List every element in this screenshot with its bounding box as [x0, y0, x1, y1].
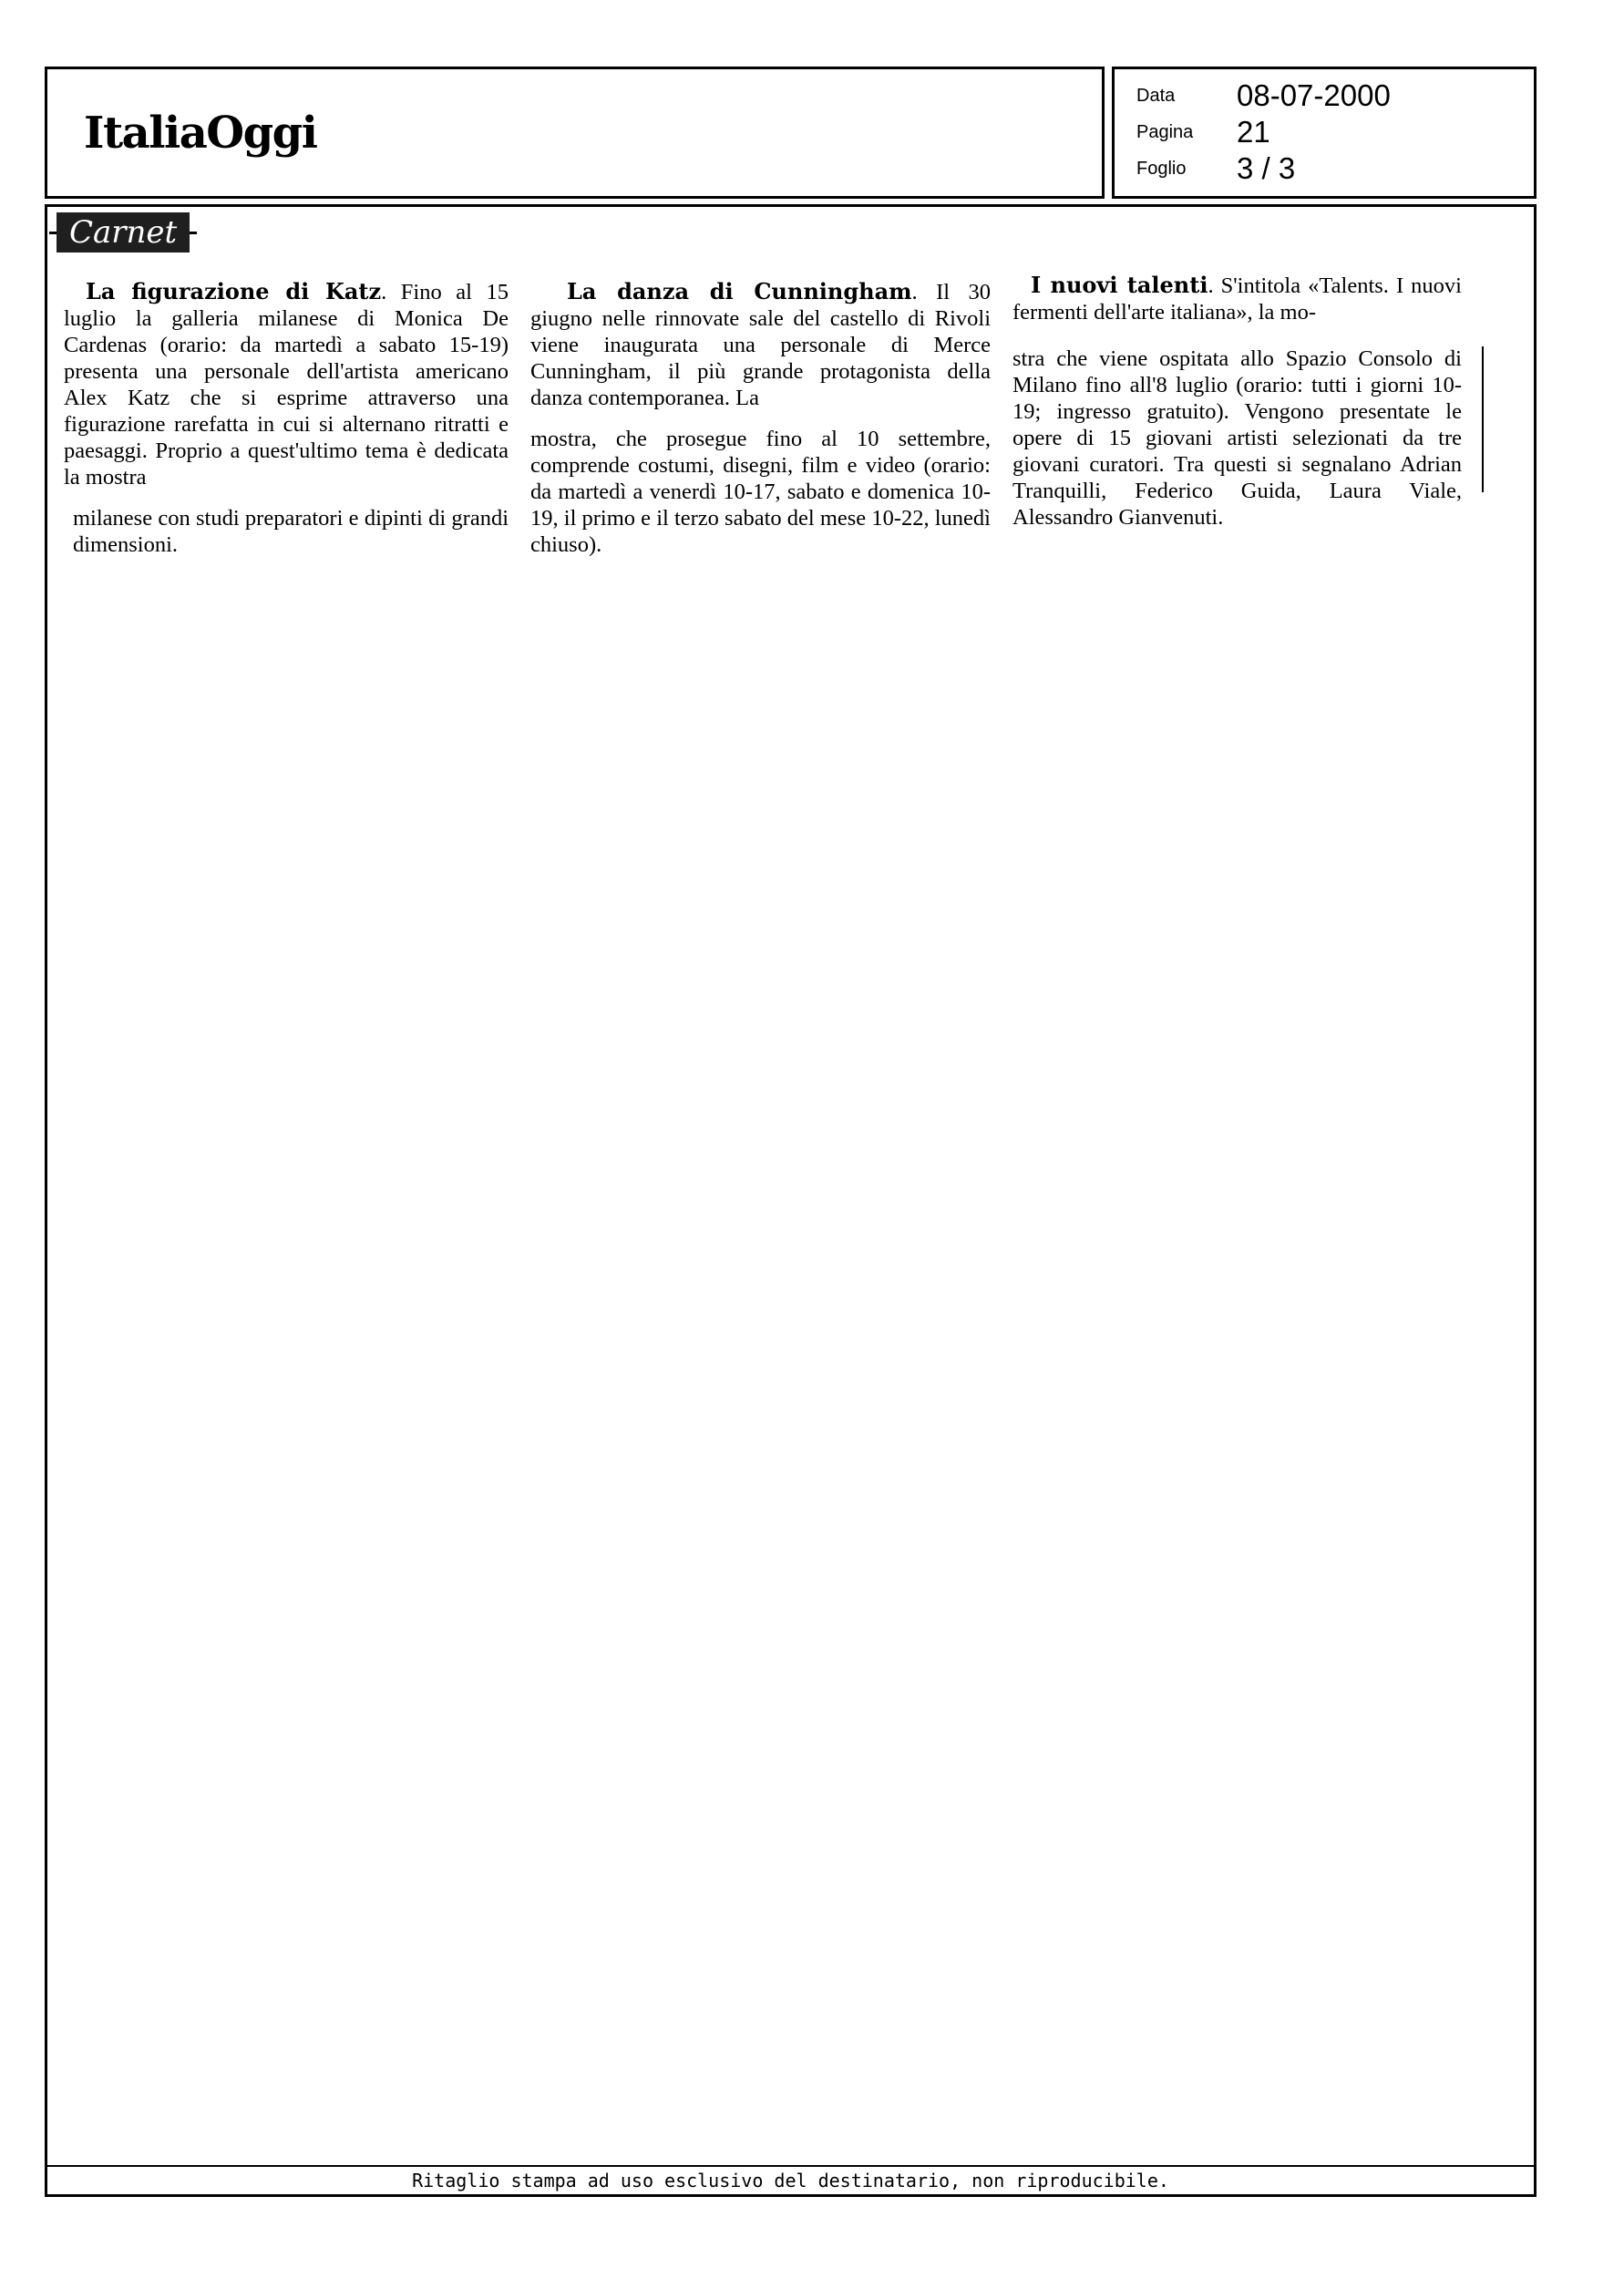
footer-notice: Ritaglio stampa ad uso esclusivo del destinatario, non riproducibile. — [412, 2170, 1169, 2191]
footer-rule — [47, 2165, 1534, 2167]
column-edge-rule — [1482, 346, 1484, 492]
section-rule-right — [190, 232, 197, 234]
info-box — [1112, 67, 1537, 199]
section-header — [49, 211, 197, 253]
info-row-date — [1136, 78, 1391, 113]
article-paragraph — [1012, 272, 1462, 325]
section-rule-left — [49, 232, 57, 234]
date-label: Data — [1136, 85, 1176, 106]
page-value: 21 — [1237, 115, 1270, 149]
article-text: . S'intitola «Talents. I nuovi fermenti dell'arte italiana», la mo- — [1012, 273, 1462, 325]
article-paragraph — [1012, 345, 1462, 531]
article-text: milanese con studi preparatori e dipinti di grandi dimensioni. — [73, 506, 509, 557]
article-text: . Fino al 15 luglio la galleria milanese di Monica De Cardenas (orario: da martedì a sabato 15-19) presenta una personale dell'artista americano Alex Katz che si esprime attraverso una figurazione rarefatta in cui si alternano ritratti e paesaggi. Proprio a quest'ultimo tema è dedicata la mostra — [64, 280, 509, 490]
info-row-page — [1136, 115, 1270, 150]
article-text: stra che viene ospitata allo Spazio Consolo di Milano fino all'8 luglio (orario: tutti i giorni 10-19; ingresso gratuito). Vengono presentate le opere di 15 giovani artisti selezionati da tre giovani curatori. Tra questi si segnalano Adrian Tranquilli, Federico Guida, Laura Viale, Alessandro Gianvenuti. — [1012, 346, 1462, 530]
article-paragraph — [64, 278, 509, 490]
article-paragraph — [530, 426, 991, 558]
article-title: La danza di Cunningham — [567, 278, 912, 304]
section-label: Carnet — [57, 212, 190, 253]
newspaper-logo: ItaliaOggi — [84, 108, 317, 159]
masthead-box — [45, 67, 1105, 199]
article-paragraph — [530, 278, 991, 411]
date-value: 08-07-2000 — [1237, 78, 1391, 112]
article-title: La figurazione di Katz — [86, 278, 382, 304]
article-text: mostra, che prosegue fino al 10 settembre, comprende costumi, disegni, film e video (orario: da martedì a venerdì 10-17, sabato e domenica 10-19, il primo e il terzo sabato del mese 10-22, lunedì chiuso). — [530, 427, 991, 557]
info-row-sheet — [1136, 151, 1295, 186]
article-title: I nuovi talenti — [1031, 272, 1208, 298]
article-cunningham — [530, 278, 991, 558]
article-talents — [1012, 272, 1462, 531]
page-label: Pagina — [1136, 121, 1194, 142]
sheet-label: Foglio — [1136, 158, 1187, 179]
article-text: . Il 30 giugno nelle rinnovate sale del castello di Rivoli viene inaugurata una personale di Merce Cunningham, il più grande protagonista della danza contemporanea. La — [530, 280, 991, 410]
sheet-value: 3 / 3 — [1237, 151, 1296, 185]
article-katz — [64, 278, 509, 558]
article-paragraph — [64, 505, 509, 558]
